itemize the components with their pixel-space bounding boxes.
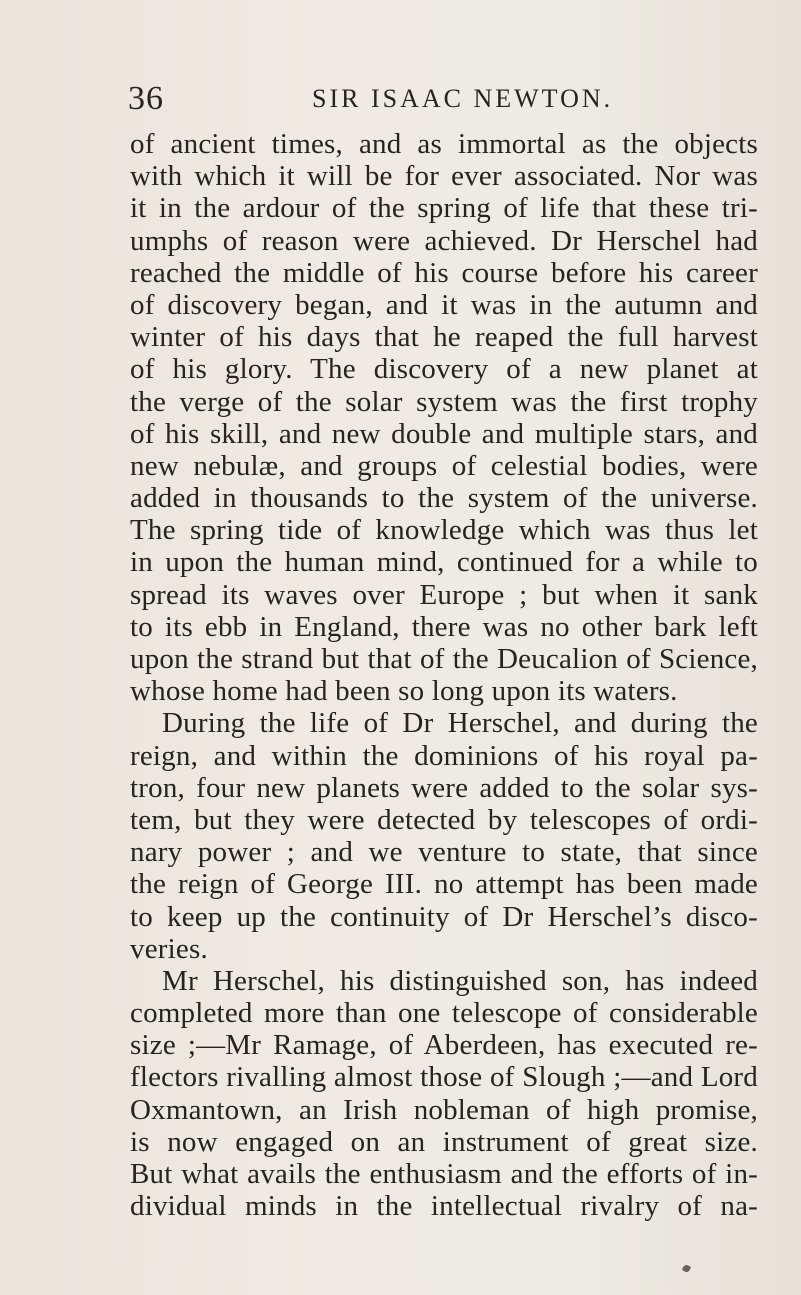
paragraph-start-line: During the life of Dr Herschel, and during the [162, 707, 758, 740]
text-line: of ancient times, and as immortal as the objects [130, 128, 758, 160]
ink-speck [682, 1264, 692, 1274]
text-line: in upon the human mind, continued for a while to [130, 546, 758, 579]
text-line: reign, and within the dominions of his royal pa- [130, 739, 758, 772]
text-line: flectors rivalling almost those of Slough ;—and Lord [130, 1061, 758, 1094]
text-line: the verge of the solar system was the first trophy [130, 385, 758, 418]
text-line: size ;—Mr Ramage, of Aberdeen, has executed re- [130, 1029, 758, 1062]
text-line: But what avails the enthusiasm and the efforts of in- [130, 1158, 758, 1190]
text-line: upon the strand but that of the Deucalion of Science, [130, 643, 758, 675]
text-line: completed more than one telescope of considerable [130, 997, 758, 1030]
text-line: nary power ; and we venture to state, that since [130, 836, 758, 869]
text-line: of discovery began, and it was in the autumn and [130, 288, 758, 321]
paragraph-end-line: whose home had been so long upon its waters. [130, 675, 678, 708]
body-text [130, 128, 758, 1222]
text-line: to its ebb in England, there was no other bark left [130, 610, 758, 643]
running-head [128, 80, 758, 120]
paragraph-end-line: veries. [130, 932, 208, 965]
text-line: added in thousands to the system of the universe. [130, 482, 758, 515]
text-line: of his glory. The discovery of a new planet at [130, 353, 758, 386]
text-line: of his skill, and new double and multiple stars, and [130, 417, 758, 450]
text-line: reached the middle of his course before his career [130, 256, 758, 289]
text-line: the reign of George III. no attempt has been made [130, 868, 758, 901]
paragraph-start-line: Mr Herschel, his distinguished son, has indeed [162, 964, 758, 997]
page-number: 36 [128, 80, 164, 117]
text-line: new nebulæ, and groups of celestial bodies, were [130, 449, 758, 482]
text-line: is now engaged on an instrument of great size. [130, 1125, 758, 1158]
running-title: SIR ISAAC NEWTON. [312, 84, 614, 113]
text-line: to keep up the continuity of Dr Herschel’s disco- [130, 900, 758, 933]
text-line: Oxmantown, an Irish nobleman of high promise, [130, 1093, 758, 1126]
text-line: winter of his days that he reaped the full harvest [130, 321, 758, 354]
text-line: dividual minds in the intellectual rivalry of na- [130, 1190, 758, 1223]
text-line: tron, four new planets were added to the solar sys- [130, 771, 758, 804]
text-line: The spring tide of knowledge which was thus let [130, 514, 758, 547]
text-line: tem, but they were detected by telescopes of ordi- [130, 803, 758, 836]
text-line: it in the ardour of the spring of life that these tri- [130, 192, 758, 225]
text-line: spread its waves over Europe ; but when it sank [130, 578, 758, 611]
text-line: umphs of reason were achieved. Dr Herschel had [130, 224, 758, 257]
text-line: with which it will be for ever associated. Nor was [130, 160, 758, 193]
